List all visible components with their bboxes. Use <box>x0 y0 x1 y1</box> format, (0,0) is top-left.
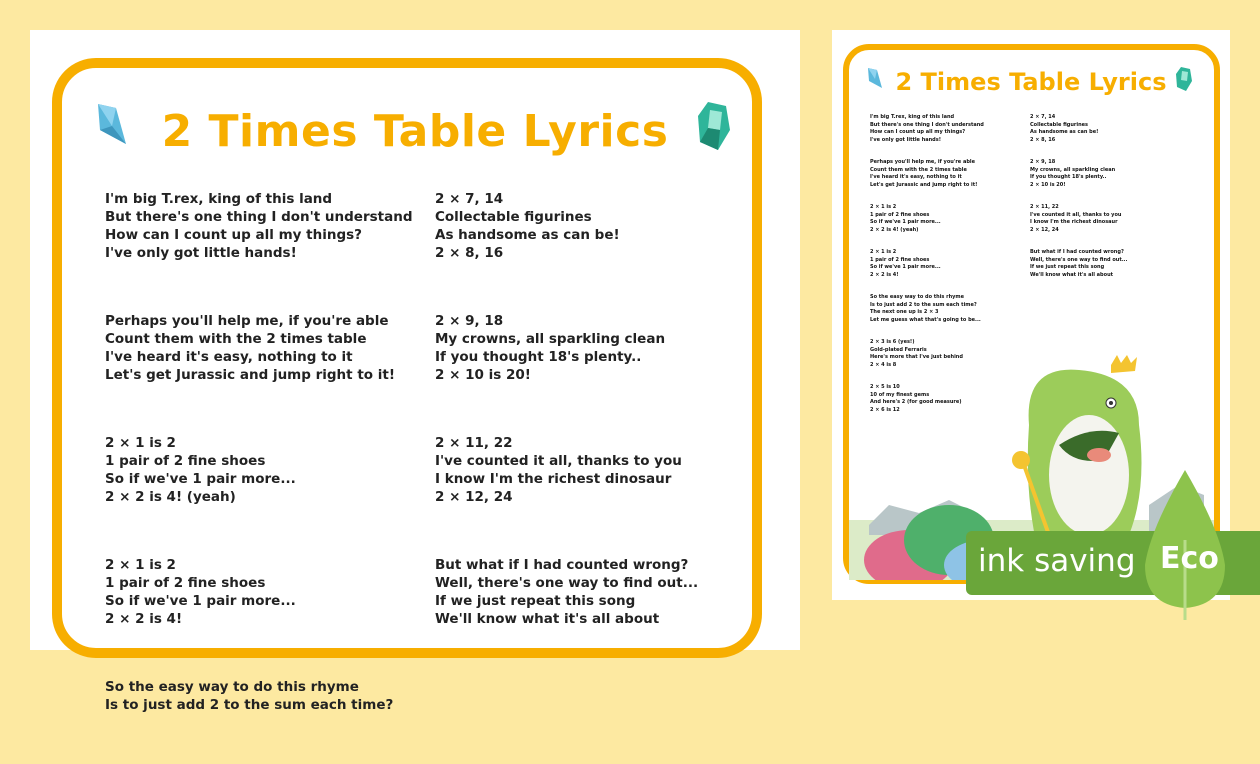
lyric-line: Is to just add 2 to the sum each time? <box>870 301 977 308</box>
lyric-line: As handsome as can be! <box>435 227 620 243</box>
verse <box>870 114 984 144</box>
lyric-line: We'll know what it's all about <box>435 611 660 627</box>
lyric-line: 2 × 2 is 4! <box>105 611 183 627</box>
lyric-line: 2 × 7, 14 <box>435 191 504 207</box>
eco-label: Eco <box>1160 541 1219 576</box>
lyric-line: How can I count up all my things? <box>105 227 362 243</box>
lyric-line: But there's one thing I don't understand <box>105 209 413 225</box>
lyric-line: 1 pair of 2 fine shoes <box>870 256 930 263</box>
lyrics-right-column <box>435 190 698 678</box>
verse <box>105 190 413 262</box>
lyric-line: Let's get Jurassic and jump right to it! <box>105 367 395 383</box>
thumbnail-title: 2 Times Table Lyrics <box>895 68 1167 96</box>
verse <box>435 556 698 628</box>
lyric-line: As handsome as can be! <box>1030 129 1099 135</box>
lyric-line: Let me guess what that's going to be... <box>870 316 981 323</box>
verse <box>435 312 698 384</box>
lyric-line: And here's 2 (for good measure) <box>870 399 962 405</box>
lyric-line: 2 × 3 is 6 (yes!) <box>870 339 915 345</box>
lyric-line: Collectable figurines <box>435 209 592 225</box>
lyric-line: 2 × 2 is 4! (yeah) <box>870 226 919 233</box>
lyric-line: 10 of my finest gems <box>870 391 930 398</box>
ink-saving-label: ink saving <box>978 543 1136 579</box>
lyric-line: 2 × 8, 16 <box>1030 136 1056 143</box>
verse <box>435 190 698 262</box>
page-title: 2 Times Table Lyrics <box>161 106 669 157</box>
lyric-line: Here's more that I've just behind <box>870 354 963 360</box>
lyric-line: 2 × 12, 24 <box>435 489 513 505</box>
lyric-line: I've counted it all, thanks to you <box>435 453 682 469</box>
lyric-line: 2 × 1 is 2 <box>870 204 897 210</box>
lyric-line: 2 × 5 is 10 <box>870 384 900 390</box>
lyric-line: 2 × 9, 18 <box>1030 159 1056 165</box>
verse <box>870 204 984 234</box>
thumbnail-right-column <box>1030 114 1127 294</box>
lyric-line: I've only got little hands! <box>105 245 297 261</box>
lyric-line: 1 pair of 2 fine shoes <box>105 453 266 469</box>
verse <box>870 159 984 189</box>
lyric-line: 2 × 2 is 4! <box>870 271 899 278</box>
lyric-line: 2 × 7, 14 <box>1030 114 1056 120</box>
lyric-line: 1 pair of 2 fine shoes <box>870 211 930 218</box>
lyric-line: 2 × 11, 22 <box>435 435 513 451</box>
verse <box>105 678 413 714</box>
lyric-line: So the easy way to do this rhyme <box>105 679 359 695</box>
lyrics-left-column <box>105 190 413 764</box>
verse <box>1030 114 1127 144</box>
lyric-line: So if we've 1 pair more... <box>105 593 296 609</box>
lyric-line: 2 × 10 is 20! <box>1030 181 1066 188</box>
lyric-line: I've heard it's easy, nothing to it <box>105 349 353 365</box>
lyric-line: So if we've 1 pair more... <box>105 471 296 487</box>
lyric-line: If you thought 18's plenty.. <box>435 349 642 365</box>
lyric-line: I know I'm the richest dinosaur <box>435 471 672 487</box>
lyric-line: I've counted it all, thanks to you <box>1030 211 1122 218</box>
verse <box>105 434 413 506</box>
verse <box>1030 204 1127 234</box>
verse <box>1030 249 1127 279</box>
lyric-line: 2 × 9, 18 <box>435 313 504 329</box>
verse <box>870 294 984 324</box>
lyric-line: 2 × 6 is 12 <box>870 406 900 413</box>
lyric-line: If we just repeat this song <box>435 593 636 609</box>
lyric-line: But what if I had counted wrong? <box>1030 249 1124 255</box>
lyric-line: 2 × 11, 22 <box>1030 204 1059 210</box>
lyric-line: Count them with the 2 times table <box>870 166 967 173</box>
lyric-line: 2 × 1 is 2 <box>105 435 176 451</box>
lyric-line: 2 × 2 is 4! (yeah) <box>105 489 236 505</box>
lyric-line: Let's get Jurassic and jump right to it! <box>870 181 978 188</box>
verse <box>105 312 413 384</box>
lyric-line: So the easy way to do this rhyme <box>870 294 965 300</box>
verse <box>105 556 413 628</box>
lyric-line: 2 × 1 is 2 <box>105 557 176 573</box>
lyric-line: Perhaps you'll help me, if you're able <box>105 313 389 329</box>
lyric-line: Collectable figurines <box>1030 121 1089 128</box>
verse <box>1030 159 1127 189</box>
lyric-line: We'll know what it's all about <box>1030 271 1114 278</box>
lyric-line: But what if I had counted wrong? <box>435 557 689 573</box>
lyric-line: I've only got little hands! <box>870 136 942 143</box>
lyric-line: Count them with the 2 times table <box>105 331 367 347</box>
verse <box>435 434 698 506</box>
lyric-line: I've heard it's easy, nothing to it <box>870 174 962 180</box>
lyric-line: If we just repeat this song <box>1030 264 1105 270</box>
lyric-line: Gold-plated Ferraris <box>870 346 927 353</box>
lyric-line: 1 pair of 2 fine shoes <box>105 575 266 591</box>
lyric-line: 2 × 12, 24 <box>1030 226 1059 233</box>
lyric-line: I'm big T.rex, king of this land <box>870 114 955 120</box>
lyric-line: How can I count up all my things? <box>870 129 966 135</box>
lyric-line: Perhaps you'll help me, if you're able <box>870 159 975 165</box>
lyric-line: I'm big T.rex, king of this land <box>105 191 333 207</box>
lyric-line: 2 × 4 is 8 <box>870 361 897 368</box>
lyric-line: 2 × 10 is 20! <box>435 367 531 383</box>
lyric-line: My crowns, all sparkling clean <box>1030 166 1116 173</box>
lyric-line: The next one up is 2 × 3 <box>870 309 939 315</box>
lyric-line: If you thought 18's plenty.. <box>1030 174 1107 180</box>
lyric-line: So if we've 1 pair more... <box>870 219 941 225</box>
lyric-line: 2 × 8, 16 <box>435 245 504 261</box>
lyric-line: I know I'm the richest dinosaur <box>1030 219 1118 225</box>
lyric-line: Is to just add 2 to the sum each time? <box>105 697 394 713</box>
lyric-line: Well, there's one way to find out... <box>435 575 699 591</box>
verse <box>870 249 984 279</box>
lyric-line: My crowns, all sparkling clean <box>435 331 666 347</box>
lyric-line: 2 × 1 is 2 <box>870 249 897 255</box>
lyric-line: But there's one thing I don't understand <box>870 121 984 128</box>
lyric-line: So if we've 1 pair more... <box>870 264 941 270</box>
worksheet-preview-large <box>30 30 800 713</box>
lyric-line: Well, there's one way to find out... <box>1030 256 1128 263</box>
